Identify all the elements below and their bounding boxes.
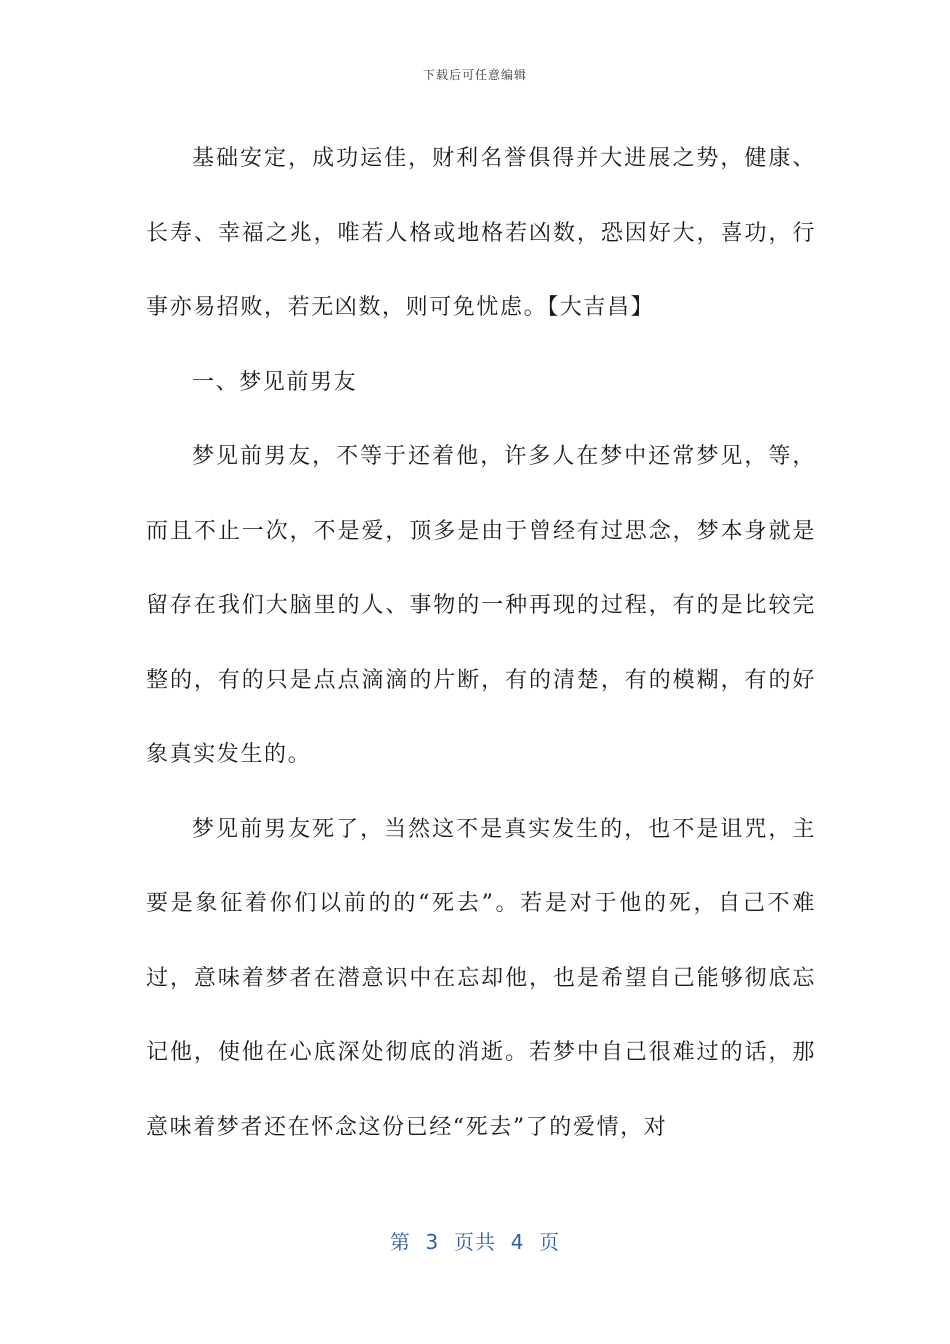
section-heading: 一、梦见前男友 [192,369,358,395]
paragraph: 基础安定，成功运佳，财利名誉俱得并大进展之势，健康、长寿、幸福之兆，唯若人格或地格若凶数，恐因好大，喜功，行事亦易招败，若无凶数，则可免忧虑。【大吉昌】 [146,146,816,320]
document-body [146,122,816,1165]
header-note: 下载后可任意编辑 [422,68,527,82]
paragraph: 梦见前男友死了，当然这不是真实发生的，也不是诅咒，主要是象征着你们以前的的“死去”。若是对于他的死，自己不难过，意味着梦者在潜意识中在忘却他，也是希望自己能够彻底忘记他，使他在心底深处彻底的消逝。若梦中自己很难过的话，那意味着梦者还在怀念这份已经“死去”了的爱情，对 [146,816,816,1140]
paragraph: 梦见前男友，不等于还着他，许多人在梦中还常梦见，等，而且不止一次，不是爱，顶多是由于曾经有过思念，梦本身就是留存在我们大脑里的人、事物的一种再现的过程，有的是比较完整的，有的只是点点滴滴的片断，有的清楚，有的模糊，有的好象真实发生的。 [146,444,816,767]
page-number-footer: 第 3 页共 4 页 [389,1230,561,1254]
